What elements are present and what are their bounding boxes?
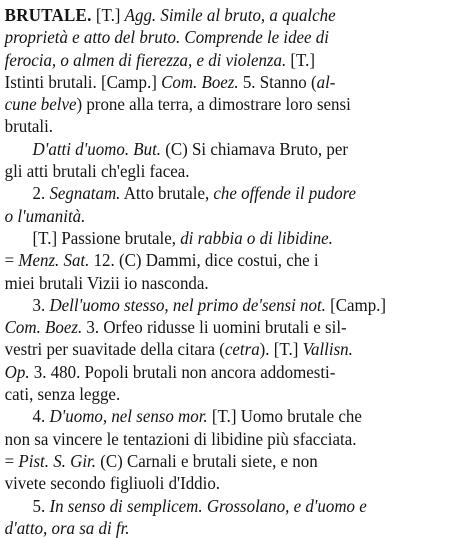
text-segment: vivete secondo figliuoli d'Iddio. — [4, 473, 221, 494]
italic-text: In senso di semplicem. Grossolano, e d'uomo e — [49, 495, 367, 516]
headword: BRUTALE. — [4, 5, 92, 25]
entry-line — [5, 115, 465, 137]
entry-line — [5, 450, 465, 472]
italic-text: Agg. Simile al bruto, a qualche — [124, 5, 336, 25]
text-segment: brutali. — [4, 116, 54, 137]
text-segment: ) prone alla terra, a dimostrare loro sensi — [76, 94, 351, 115]
italic-text: ferocia, o almen di fierezza, e di violenza. — [4, 49, 287, 70]
text-segment: 12. (C) Dammi, dice costui, che i — [89, 250, 319, 271]
italic-text: al- — [316, 71, 336, 92]
italic-text: di rabbia o di libidine. — [180, 227, 333, 248]
text-segment: 4. — [32, 406, 50, 427]
entry-line — [5, 272, 465, 294]
italic-text: proprietà e atto del bruto. Comprende le idee di — [4, 27, 329, 48]
italic-text: Vallisn. — [302, 339, 353, 360]
entry-line — [5, 383, 465, 405]
text-segment: 2. — [32, 183, 50, 204]
text-segment: = — [4, 450, 19, 471]
italic-text: Dell'uomo stesso, nel primo de'sensi not. — [49, 294, 326, 315]
text-segment: Istinti brutali. [Camp.] — [4, 71, 162, 92]
entry-line — [5, 227, 465, 249]
text-segment: [T.] — [286, 49, 315, 70]
text-segment: [T.] Passione brutale, — [32, 227, 181, 248]
text-segment: ). [T.] — [259, 339, 303, 360]
entry-line — [5, 517, 465, 539]
text-segment: 3. Orfeo ridusse li uomini brutali e sil- — [82, 317, 347, 338]
text-segment: = — [4, 250, 19, 271]
italic-text: o l'umanità. — [4, 205, 86, 226]
text-segment: cati, senza legge. — [4, 384, 121, 405]
entry-line — [5, 294, 465, 316]
text-segment: (C) Si chiamava Bruto, per — [161, 138, 348, 159]
entry-line — [5, 361, 465, 383]
italic-text: Com. Boez. — [161, 71, 239, 92]
entry-line — [5, 205, 465, 227]
entry-line — [5, 338, 465, 360]
italic-text: Op. — [4, 361, 30, 382]
italic-text: D'atti d'uomo. But. — [32, 138, 162, 159]
text-segment: 5. — [32, 495, 50, 516]
text-segment: 3. — [32, 294, 50, 315]
entry-line — [5, 182, 465, 204]
text-segment: [T.] — [91, 5, 125, 25]
italic-text: d'atto, ora sa di fr. — [4, 517, 130, 538]
entry-line — [5, 49, 465, 71]
italic-text: Com. Boez. — [4, 317, 83, 338]
text-segment: 3. 480. Popoli brutali non ancora addomesti- — [29, 361, 336, 382]
entry-line — [5, 405, 465, 427]
italic-text: che offende il pudore — [213, 183, 357, 204]
entry-line — [5, 71, 465, 93]
italic-text: cune belve — [4, 94, 77, 115]
text-segment: (C) Carnali e brutali siete, e non — [95, 450, 318, 471]
text-segment: 5. Stanno ( — [238, 71, 317, 92]
entry-line — [5, 93, 465, 115]
italic-text: Menz. Sat. — [18, 250, 90, 271]
text-segment: [Camp.] — [325, 294, 387, 315]
entry-line — [5, 428, 465, 450]
text-segment: Atto brutale, — [120, 183, 214, 204]
entry-line — [5, 160, 465, 182]
entry-line — [5, 138, 465, 160]
text-segment: gli atti brutali ch'egli facea. — [4, 161, 190, 182]
text-segment: vestri per suavitade della citara ( — [4, 339, 225, 360]
entry-line — [5, 249, 465, 271]
italic-text: cetra — [224, 339, 260, 360]
text-segment: [T.] Uomo brutale che — [207, 406, 362, 427]
entry-line — [5, 4, 465, 26]
italic-text: Segnatam. — [49, 183, 121, 204]
italic-text: D'uomo, nel senso mor. — [49, 406, 208, 427]
entry-line — [5, 26, 465, 48]
italic-text: Pist. S. Gir. — [18, 450, 96, 471]
text-segment: miei brutali Vizii io nasconda. — [4, 272, 209, 293]
text-segment: non sa vincere le tentazioni di libidine più sfacciata. — [4, 428, 357, 449]
entry-line — [5, 495, 465, 517]
entry-line — [5, 316, 465, 338]
entry-line — [5, 472, 465, 494]
